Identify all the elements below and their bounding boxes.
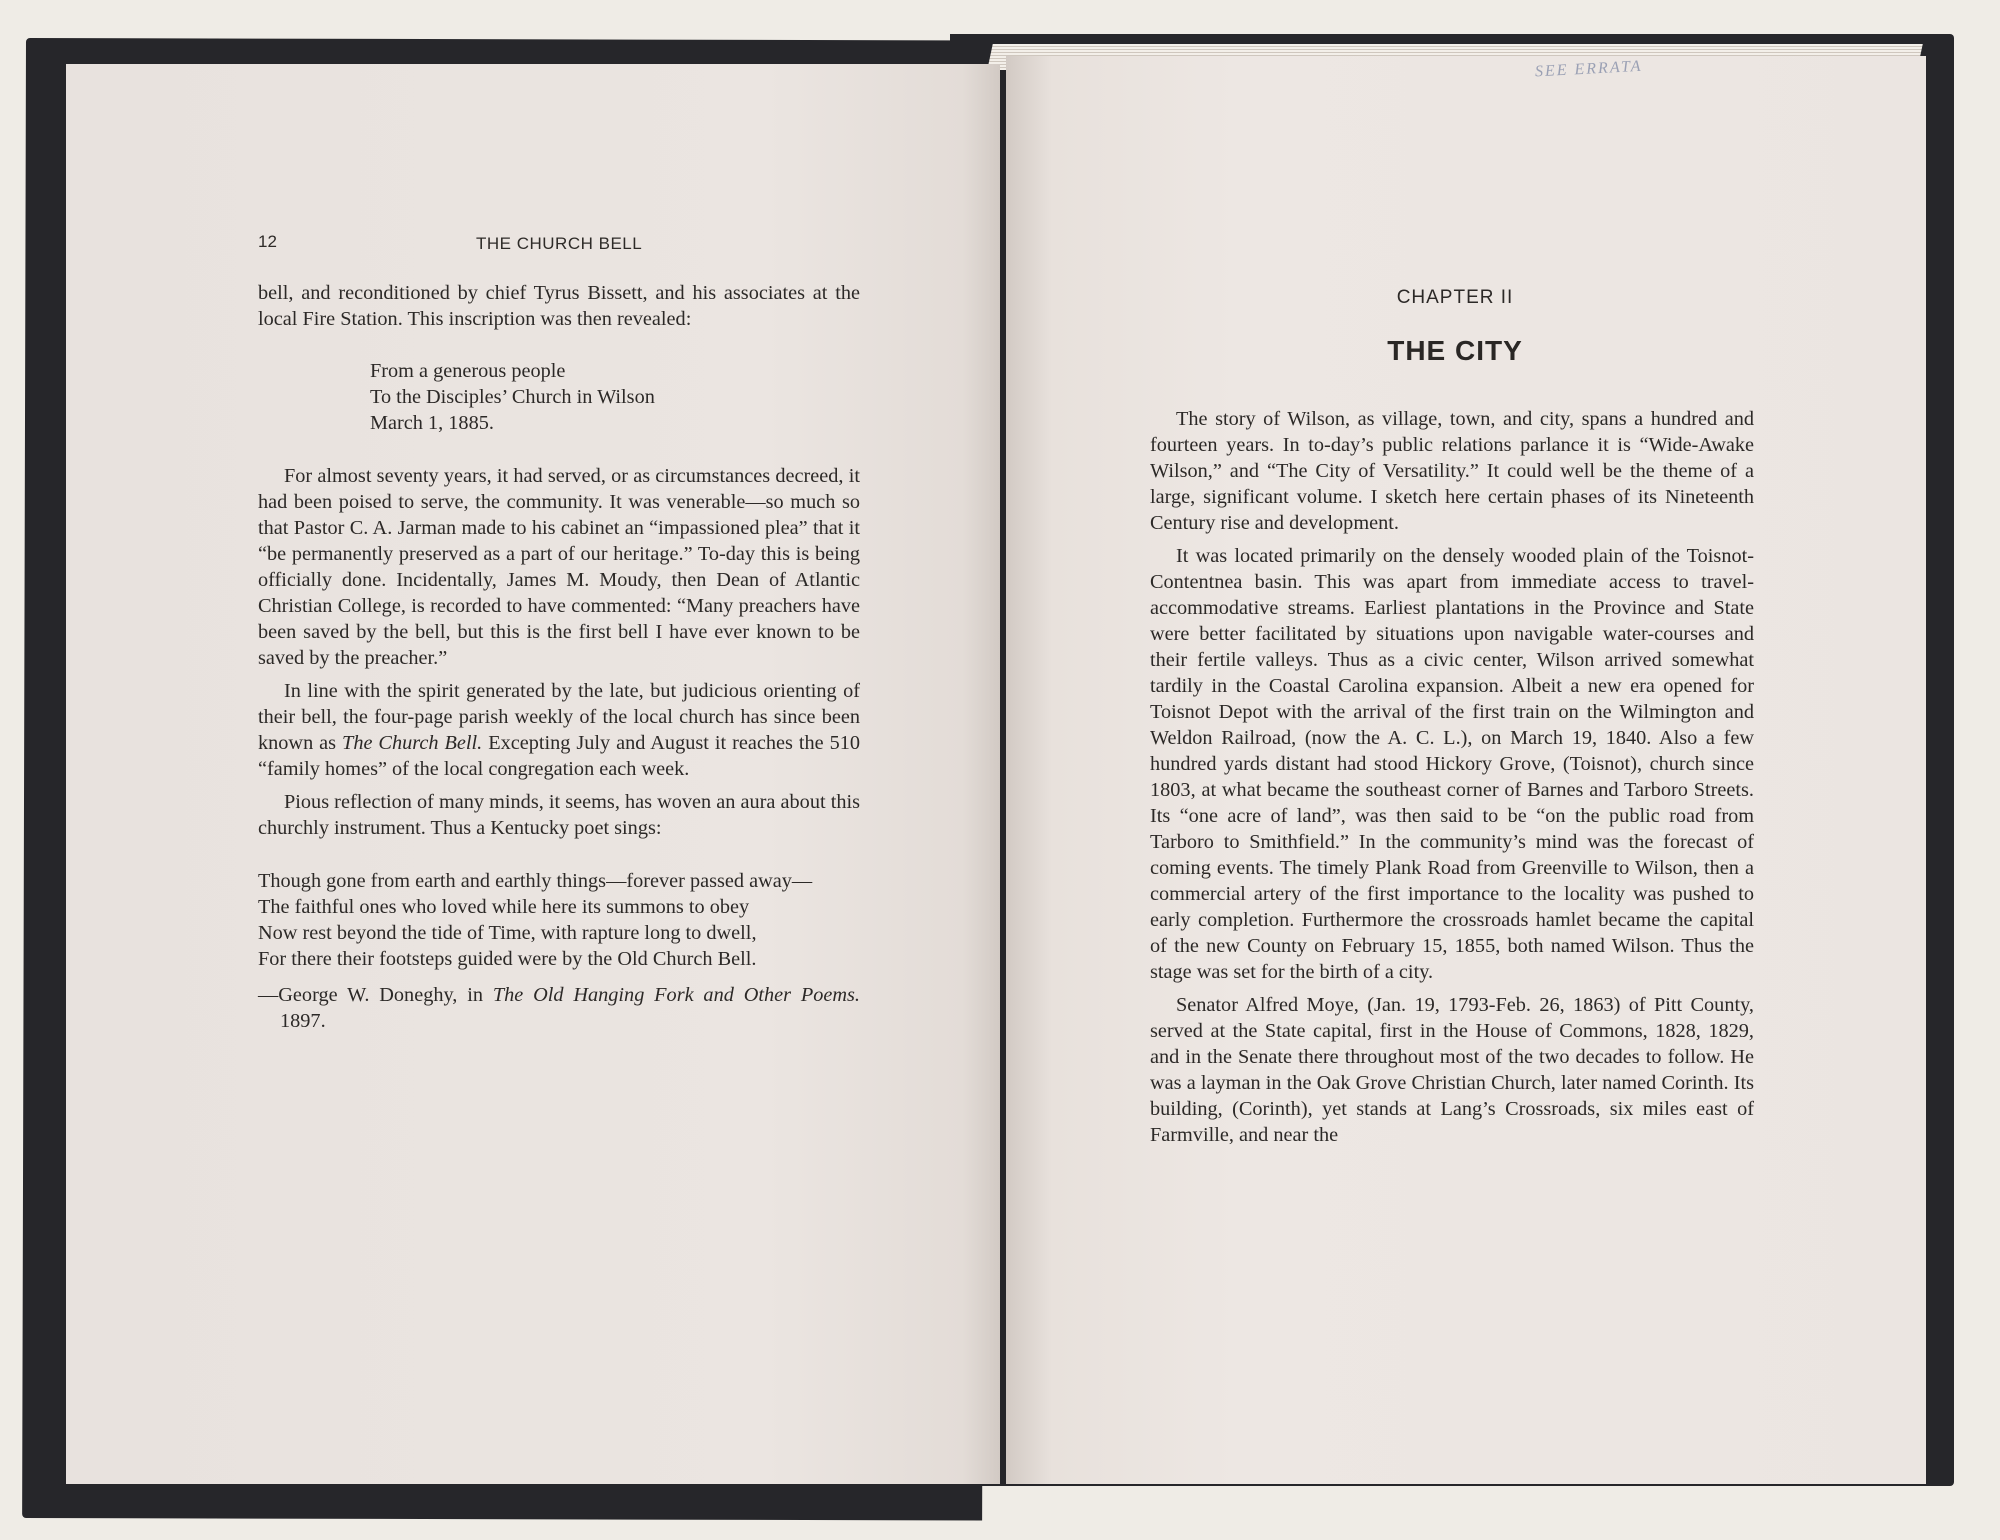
poem-line: For there their footsteps guided were by the Old Church Bell. bbox=[258, 948, 757, 970]
body-paragraph: For almost seventy years, it had served, or as circumstances decreed, it had been poised to serve, the community. It was venerable—so much so that Pastor C. A. Jarman made to his cabinet an “impassioned plea” that it “be permanently preserved as a part of our heritage.” To-day this is being officially done. Incidentally, James M. Moudy, then Dean of Atlantic Christian College, is recorded to have commented: “Many preachers have been saved by the bell, but this is the first bell I have ever known to be saved by the preacher.” bbox=[258, 465, 860, 669]
running-title: THE CHURCH BELL bbox=[476, 234, 643, 253]
body-paragraph bbox=[258, 678, 860, 782]
inscription-line: From a generous people bbox=[370, 360, 566, 382]
left-page-text bbox=[258, 280, 860, 1034]
poem-line: The faithful ones who loved while here its summons to obey bbox=[258, 896, 750, 918]
book-title: The Old Hanging Fork and Other Poems. bbox=[492, 984, 860, 1006]
right-page-text bbox=[1150, 406, 1754, 1148]
inscription-line: To the Disciples’ Church in Wilson bbox=[370, 386, 655, 408]
bell-inscription bbox=[370, 358, 860, 436]
body-paragraph: Senator Alfred Moye, (Jan. 19, 1793-Feb. 26, 1863) of Pitt County, served at the State capital, first in the House of Commons, 1828, 1829, and in the Senate there throughout most of the two decades to follow. He was a layman in the Oak Grove Christian Church, later named Corinth. Its building, (Corinth), yet stands at Lang’s Crossroads, six miles east of Farmville, and near the bbox=[1150, 994, 1754, 1146]
body-paragraph: The story of Wilson, as village, town, and city, spans a hundred and fourteen years. In to-day’s public relations parlance it is “Wide-Awake Wilson,” and “The City of Versatility.” It could well be the theme of a large, significant volume. I sketch here certain phases of its Nineteenth Century rise and development. bbox=[1150, 408, 1754, 534]
text-run: 1897. bbox=[280, 1010, 326, 1032]
text-run: —George W. Doneghy, in bbox=[258, 984, 493, 1006]
chapter-label: CHAPTER II bbox=[1396, 287, 1514, 308]
faint-stamp-mark: SEE ERRATA bbox=[1534, 57, 1643, 81]
inscription-line: March 1, 1885. bbox=[370, 412, 494, 434]
page-number: 12 bbox=[258, 232, 277, 251]
running-head bbox=[258, 232, 868, 256]
body-paragraph: It was located primarily on the densely wooded plain of the Toisnot-Contentnea basin. This was apart from immediate access to travel-accommodative streams. Earliest plantations in the Province and State were better facilitated by situations upon navigable water-courses and their fertile valleys. Thus as a civic center, Wilson arrived somewhat tardily in the Coastal Carolina expansion. Albeit a new era opened for Toisnot Depot with the arrival of the first train on the Wilmington and Weldon Railroad, (now the A. C. L.), on March 19, 1840. Also a few hundred yards distant had stood Hickory Grove, (Toisnot), church since 1803, at what became the southeast corner of Barnes and Tarboro Streets. Its “one acre of land”, was then said to be “on the public road from Tarboro to Smithfield.” In the community’s mind was the forecast of coming events. The timely Plank Road from Greenville to Wilson, then a commercial artery of the first importance to the locality was pushed to early completion. Furthermore the crossroads hamlet became the capital of the new County on February 15, 1855, both named Wilson. Thus the stage was set for the birth of a city. bbox=[1150, 545, 1754, 983]
intro-paragraph: bell, and reconditioned by chief Tyrus Bissett, and his associates at the local Fire Station. This inscription was then revealed: bbox=[258, 282, 860, 330]
text-run: Excepting July and August it reaches the 510 “family homes” of the local congregation each week. bbox=[258, 732, 861, 780]
poem bbox=[258, 868, 860, 972]
text-run: In line with the spirit generated by the late, but judicious orienting of their bell, the four-page parish weekly of the local church has since been known as bbox=[258, 680, 860, 754]
publication-title: The Church Bell. bbox=[342, 732, 483, 754]
poem-line: Now rest beyond the tide of Time, with rapture long to dwell, bbox=[258, 922, 757, 944]
body-paragraph: Pious reflection of many minds, it seems, has woven an aura about this churchly instrument. Thus a Kentucky poet sings: bbox=[258, 791, 860, 839]
poem-line: Though gone from earth and earthly things—forever passed away— bbox=[258, 870, 813, 892]
chapter-title: THE CITY bbox=[1387, 335, 1523, 366]
poem-attribution bbox=[258, 982, 860, 1034]
